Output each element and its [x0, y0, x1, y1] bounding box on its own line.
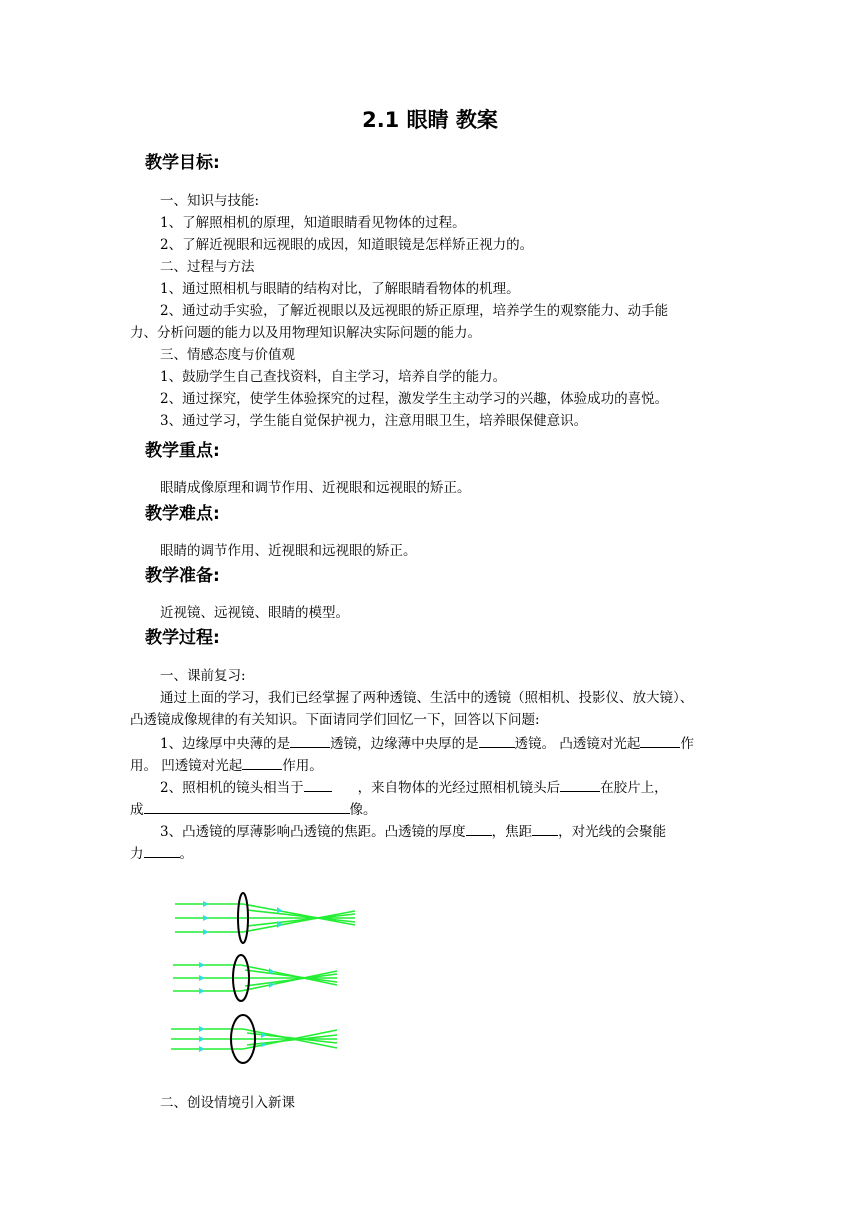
objective-line: 2、通过探究，使学生体验探究的过程，激发学生主动学习的兴趣，体验成功的喜悦。 — [160, 391, 669, 407]
answer-blank[interactable] — [532, 820, 558, 836]
objective-line: 二、过程与方法 — [160, 259, 255, 275]
lens-diagram-medium — [165, 952, 345, 1004]
answer-blank[interactable] — [304, 776, 332, 792]
section-two-title: 二、创设情境引入新课 — [160, 1095, 295, 1111]
light-rays — [175, 904, 355, 932]
preparation-text: 近视镜、远视镜、眼睛的模型。 — [160, 605, 349, 621]
answer-blank[interactable] — [144, 798, 350, 814]
question-3-cont: 力 。 — [130, 842, 730, 866]
difficulties-heading: 教学难点: — [145, 504, 220, 524]
process-heading: 教学过程: — [145, 628, 220, 648]
objective-line: 1、了解照相机的原理，知道眼睛看见物体的过程。 — [160, 215, 466, 231]
answer-blank[interactable] — [479, 732, 515, 748]
objective-line: 2、通过动手实验，了解近视眼以及远视眼的矫正原理，培养学生的观察能力、动手能 — [160, 303, 669, 319]
objective-line: 1、鼓励学生自己查找资料，自主学习，培养自学的能力。 — [160, 369, 507, 385]
light-rays — [173, 965, 337, 991]
question-2: 2、照相机的镜头相当于 ，来自物体的光经过照相机镜头后 在胶片上， — [130, 776, 760, 800]
page-title: 2.1 眼睛 教案 — [362, 108, 498, 132]
preparation-heading: 教学准备: — [145, 566, 220, 586]
objective-line: 1、通过照相机与眼睛的结构对比，了解眼睛看物体的机理。 — [160, 281, 520, 297]
objective-line: 三、情感态度与价值观 — [160, 347, 295, 363]
answer-blank[interactable] — [466, 820, 492, 836]
lens-diagram-thick — [165, 1012, 345, 1066]
key-points-heading: 教学重点: — [145, 441, 220, 461]
objective-line: 力、分析问题的能力以及用物理知识解决实际问题的能力。 — [130, 325, 481, 341]
question-1-cont: 用。 凹透镜对光起 作用。 — [130, 754, 730, 778]
review-intro-line: 通过上面的学习，我们已经掌握了两种透镜、生活中的透镜（照相机、投影仪、放大镜）、 — [160, 690, 694, 706]
question-2-cont: 成 像。 — [130, 798, 730, 822]
answer-blank[interactable] — [242, 754, 282, 770]
question-3: 3、凸透镜的厚薄影响凸透镜的焦距。凸透镜的厚度 ，焦距 ，对光线的会聚能 — [130, 820, 760, 844]
review-intro-line: 凸透镜成像规律的有关知识。下面请同学们回忆一下，回答以下问题: — [130, 712, 540, 728]
question-1: 1、边缘厚中央薄的是 透镜，边缘薄中央厚的是 透镜。 凸透镜对光起 作 — [130, 732, 760, 756]
objective-line: 3、通过学习，学生能自觉保护视力，注意用眼卫生，培养眼保健意识。 — [160, 413, 588, 429]
objective-line: 2、了解近视眼和远视眼的成因，知道眼镜是怎样矫正视力的。 — [160, 237, 534, 253]
lens-diagram-thin — [165, 890, 365, 946]
objective-line: 一、知识与技能: — [160, 193, 260, 209]
answer-blank[interactable] — [640, 732, 680, 748]
answer-blank[interactable] — [560, 776, 600, 792]
answer-blank[interactable] — [144, 842, 180, 858]
answer-blank[interactable] — [290, 732, 330, 748]
key-points-text: 眼睛成像原理和调节作用、近视眼和远视眼的矫正。 — [160, 480, 471, 496]
difficulties-text: 眼睛的调节作用、近视眼和远视眼的矫正。 — [160, 543, 417, 559]
review-title: 一、课前复习: — [160, 668, 246, 684]
objectives-heading: 教学目标: — [145, 153, 220, 173]
